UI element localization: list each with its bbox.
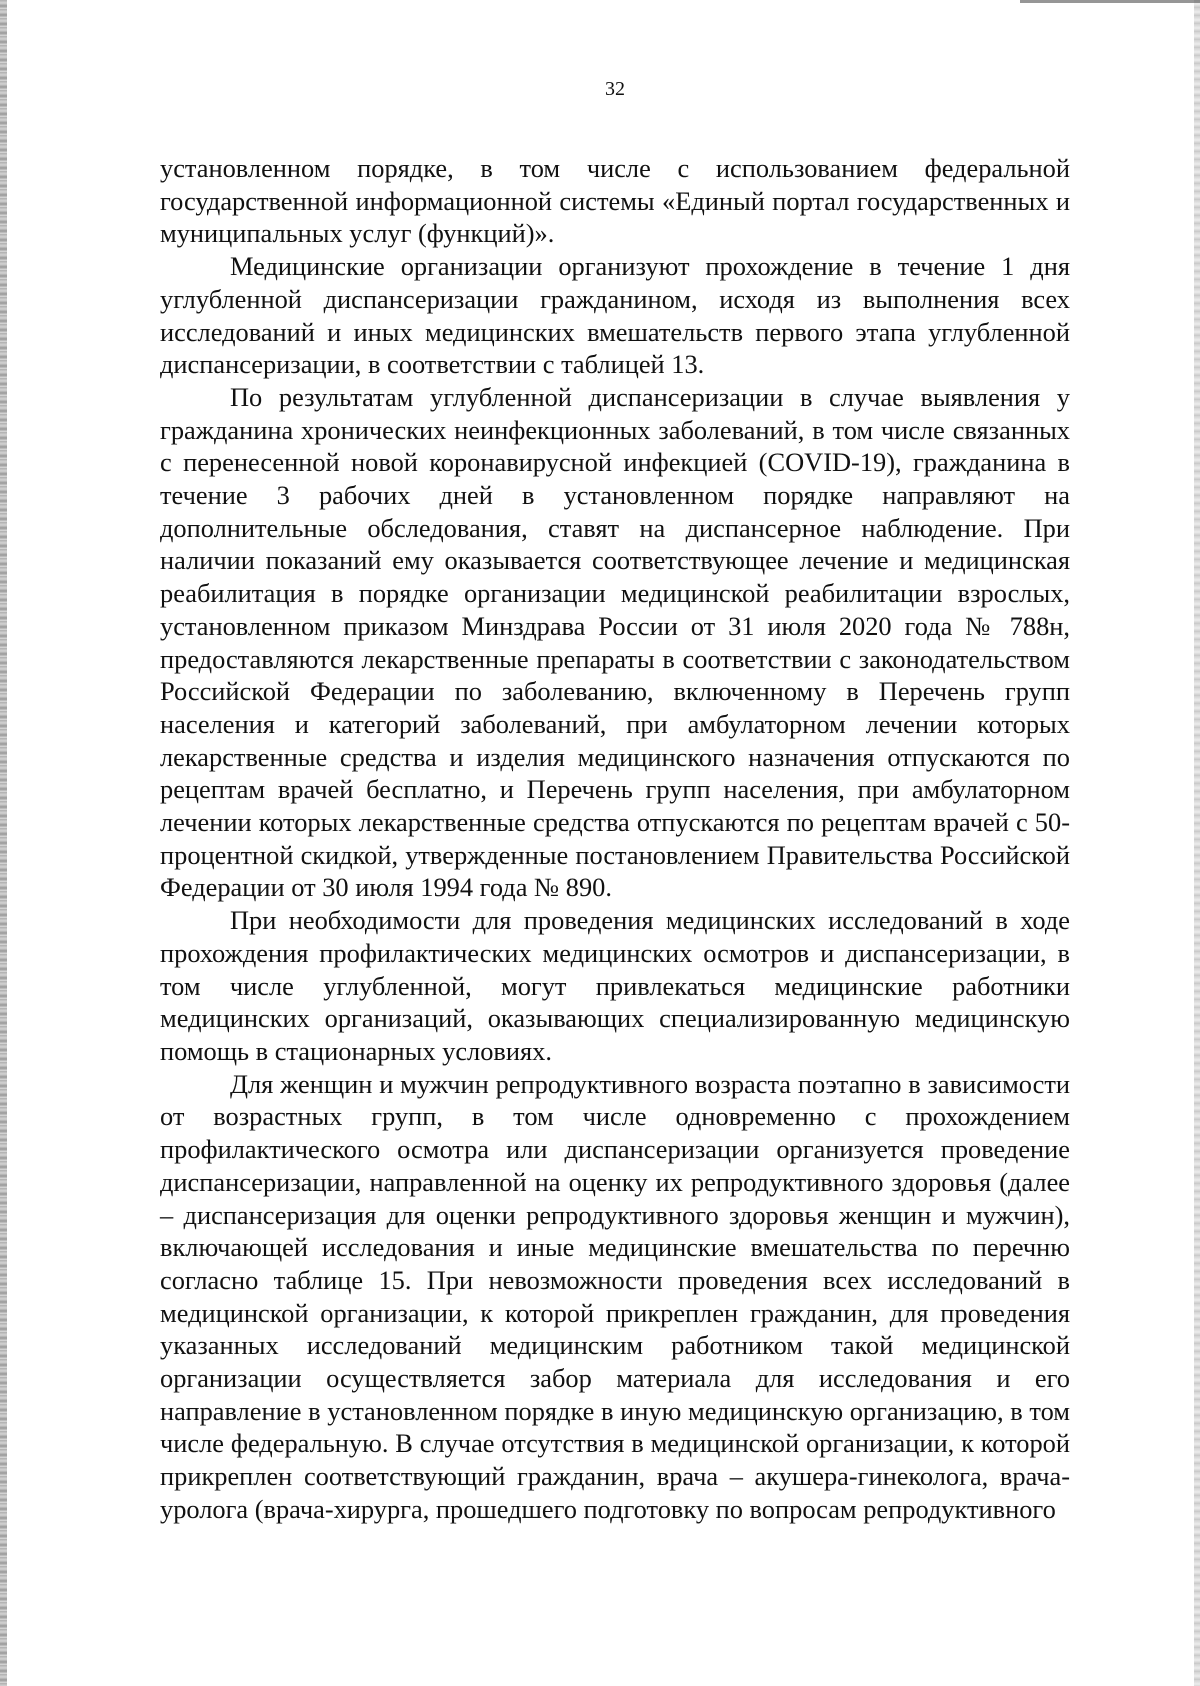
paragraph-continuation: установленном порядке, в том числе с использованием федеральной государственной информационной системы «Единый портал государственных и муниципальных услуг (функций)». <box>160 153 1070 249</box>
scan-edge-right <box>1194 0 1200 1686</box>
paragraph-screening-results: По результатам углубленной диспансеризации в случае выявления у гражданина хронических неинфекционных заболеваний, в том числе связанных с перенесенной новой коронавирусной инфекцией (COVID-19), гражданина в течение 3 рабочих дней в установленном порядке направляют на дополнительные обследования, ставят на диспансерное наблюдение. При наличии показаний ему оказывается соответствующее лечение и медицинская реабилитация в порядке организации медицинской реабилитации взрослых, установленном приказом Минздрава России от 31 июля 2020 года № 788н, предоставляются лекарственные препараты в соответствии с законодательством Российской Федерации по заболеванию, включенному в Перечень групп населения и категорий заболеваний, при амбулаторном лечении которых лекарственные средства и изделия медицинского назначения отпускаются по рецептам врачей бесплатно, и Перечень групп населения, при амбулаторном лечении которых лекарственные средства отпускаются по рецептам врачей с 50-процентной скидкой, утвержденные постановлением Правительства Российской Федерации от 30 июля 1994 года № 890. <box>160 381 1070 903</box>
page-number: 32 <box>605 78 625 100</box>
paragraph-reproductive-health: Для женщин и мужчин репродуктивного возраста поэтапно в зависимости от возрастных групп, в том числе одновременно с прохождением профилактического осмотра или диспансеризации организуется проведение диспансеризации, направленной на оценку их репродуктивного здоровья (далее – диспансеризация для оценки репродуктивного здоровья женщин и мужчин), включающей исследования и иные медицинские вмешательства по перечню согласно таблице 15. При невозможности проведения всех исследований в медицинской организации, к которой прикреплен гражданин, для проведения указанных исследований медицинским работником такой медицинской организации осуществляется забор материала для исследования и его направление в установленном порядке в иную медицинскую организацию, в том числе федеральную. В случае отсутствия в медицинской организации, к которой прикреплен соответствующий гражданин, врача – акушера-гинеколога, врача-уролога (врача-хирурга, прошедшего подготовку по вопросам репродуктивного <box>160 1068 1070 1524</box>
document-body <box>160 152 1070 1526</box>
paragraph-specialist-involvement: При необходимости для проведения медицинских исследований в ходе прохождения профилактических медицинских осмотров и диспансеризации, в том числе углубленной, могут привлекаться медицинские работники медицинских организаций, оказывающих специализированную медицинскую помощь в стационарных условиях. <box>160 905 1070 1066</box>
scan-edge-top <box>1020 0 1200 3</box>
scan-edge-left <box>0 0 7 1686</box>
paragraph-in-depth-screening-duration: Медицинские организации организуют прохождение в течение 1 дня углубленной диспансеризации гражданином, исходя из выполнения всех исследований и иных медицинских вмешательств первого этапа углубленной диспансеризации, в соответствии с таблицей 13. <box>160 251 1070 380</box>
